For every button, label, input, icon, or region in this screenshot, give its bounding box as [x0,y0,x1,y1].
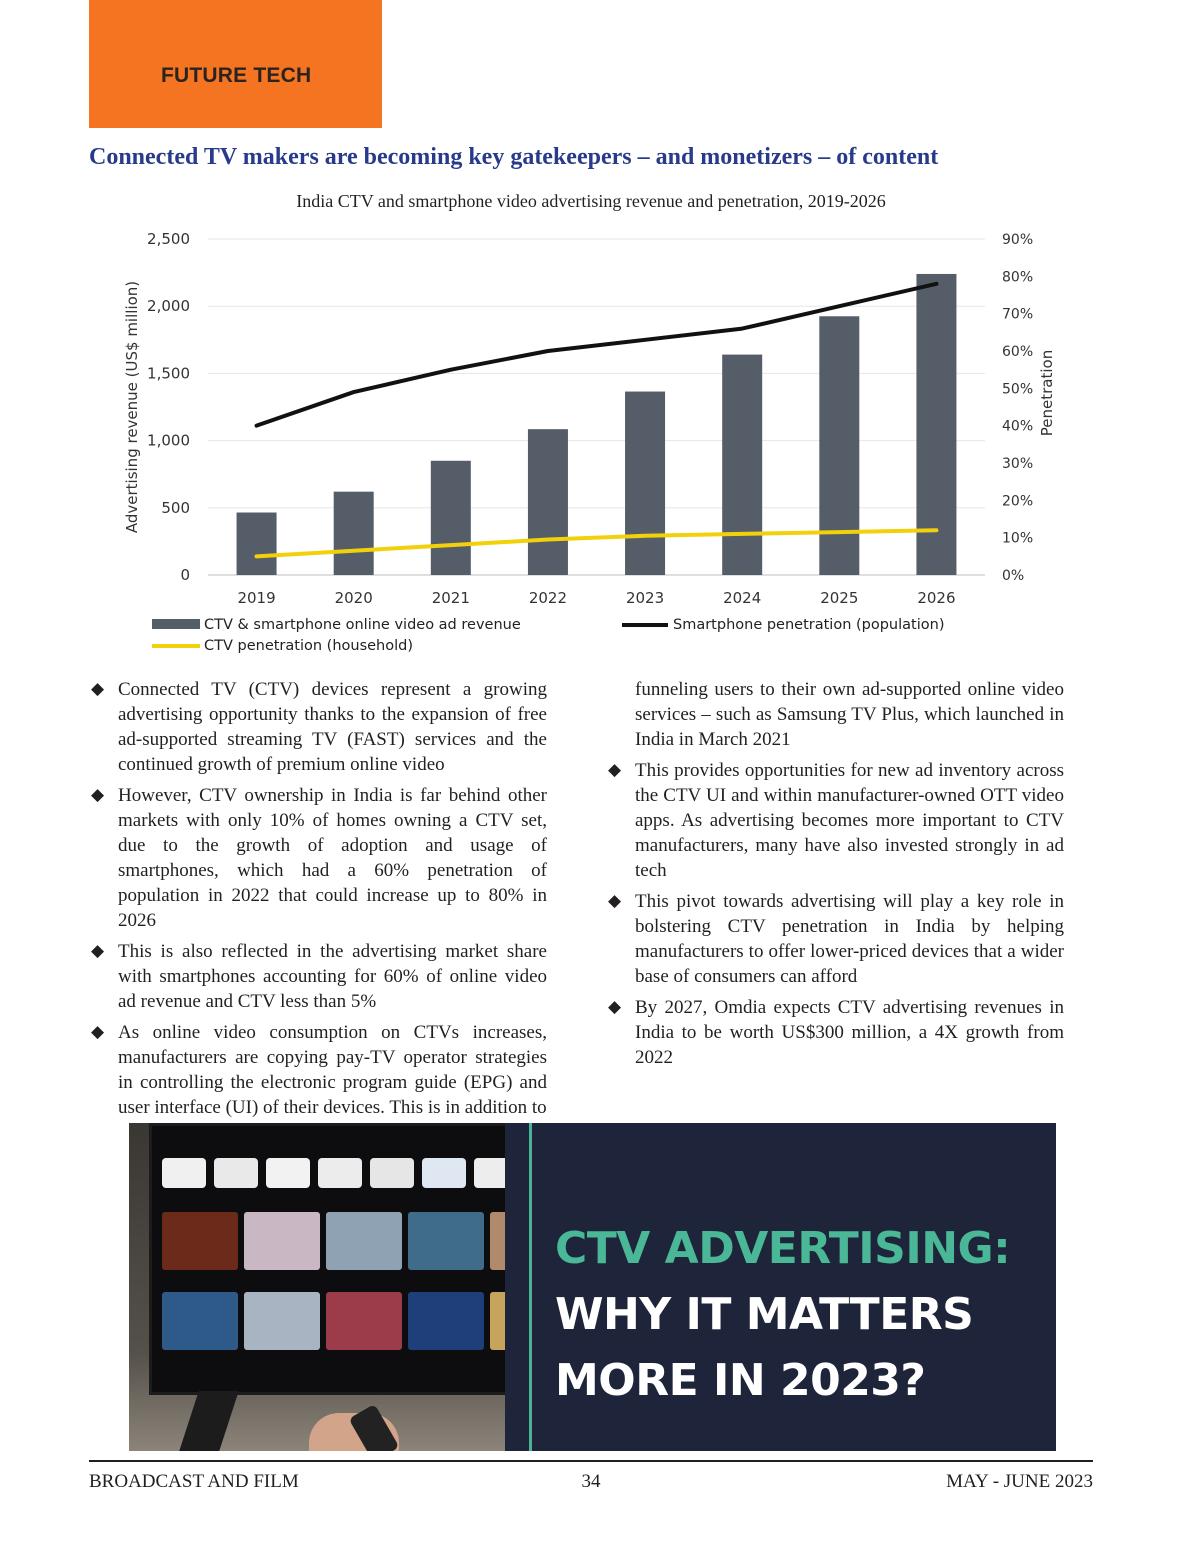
x-tick-label: 2026 [917,589,956,607]
diamond-bullet-icon: ◆ [608,997,622,1017]
y2-tick-label: 40% [1002,418,1034,435]
bullet-item: ◆ However, CTV ownership in India is far behind other markets with only 10% of homes owning a CTV set, due to the growth of adoption and usage of smartphones, which had a 60% penetration of population in 2022 that could increase up to 80% in 2026 [91,785,547,931]
banner-line-3: MORE IN 2023? [555,1355,926,1406]
diamond-bullet-icon: ◆ [91,679,105,699]
headline: Connected TV makers are becoming key gatekeepers – and monetizers – of content [89,144,939,170]
y2-tick-label: 20% [1002,493,1034,510]
diamond-bullet-icon: ◆ [608,760,622,780]
y2-tick-label: 0% [1002,568,1025,584]
x-tick-label: 2021 [431,589,470,607]
x-tick-label: 2023 [625,589,665,607]
banner-line-2: WHY IT MATTERS [555,1289,974,1340]
x-tick-label: 2025 [820,589,859,607]
diamond-bullet-icon: ◆ [91,941,105,961]
y2-tick-label: 50% [1002,381,1034,398]
legend-label: CTV penetration (household) [204,638,413,654]
bullet-item: ◆ This provides opportunities for new ad inventory across the CTV UI and within manufacturer-owned OTT video apps. As advertising becomes more important to CTV manufacturers, many have also invested strongly in ad tech [608,760,1064,881]
bar [722,355,762,575]
section-tab [89,0,382,128]
bar [431,461,471,575]
diamond-bullet-icon: ◆ [91,785,105,805]
app-row [162,1158,518,1188]
bullet-item: ◆ By 2027, Omdia expects CTV advertising revenues in India to be worth US$300 million, a 4X growth from 2022 [608,997,1064,1068]
bullet-item: ◆ As online video consumption on CTVs increases, manufacturers are copying pay-TV operator strategies in controlling the electronic program guide (EPG) and user interface (UI) of their devices. This is in addition to [91,1022,547,1118]
television-screen [149,1123,537,1395]
bullet-item: ◆ Connected TV (CTV) devices represent a growing advertising opportunity thanks to the expansion of free ad-supported streaming TV (FAST) services and the continued growth of premium online video [91,679,547,775]
chart-title: India CTV and smartphone video advertising revenue and penetration, 2019-2026 [296,191,886,211]
y2-tick-label: 60% [1002,344,1034,360]
x-tick-label: 2020 [334,589,373,607]
y-tick-label: 2,000 [147,297,190,316]
legend-swatch [152,619,200,629]
publication-name: BROADCAST AND FILM [89,1471,299,1492]
issue-date: MAY - JUNE 2023 [946,1471,1093,1492]
banner-line-1: CTV ADVERTISING: [555,1223,1011,1274]
bar [237,513,277,575]
y-tick-label: 500 [161,498,190,517]
banner-image [129,1123,1056,1451]
legend-label: Smartphone penetration (population) [673,617,945,633]
y-tick-label: 1,000 [147,431,190,450]
y2-axis-label: Penetration [1038,349,1056,437]
bullet-item: ◆ This pivot towards advertising will play a key role in bolstering CTV penetration in India by helping manufacturers to offer lower-priced devices that a wider base of consumers can afford [608,891,1064,987]
bar [819,316,859,575]
y-tick-label: 0 [180,566,190,584]
x-tick-label: 2019 [237,589,276,607]
y2-tick-label: 80% [1002,269,1034,286]
diamond-bullet-icon: ◆ [608,891,622,911]
y-tick-label: 1,500 [147,364,190,383]
x-tick-label: 2024 [723,589,762,607]
y-axis-label: Advertising revenue (US$ million) [123,280,141,534]
y-tick-label: 2,500 [147,230,190,248]
page-number: 34 [581,1471,601,1492]
tv-stand [179,1391,238,1451]
bullet-item: ◆ This is also reflected in the advertising market share with smartphones accounting for 60% of online video ad revenue and CTV less than 5% [91,941,547,1012]
footer-divider [89,1460,1093,1462]
combo-chart [110,222,1070,662]
bar [625,392,665,575]
right-column [606,677,1064,1076]
y2-tick-label: 30% [1002,456,1034,472]
y2-tick-label: 70% [1002,306,1034,323]
accent-rule [529,1123,532,1451]
legend-label: CTV & smartphone online video ad revenue [204,617,521,633]
bullet-continuation: funneling users to their own ad-supported online video services – such as Samsung TV Plus, which launched in India in March 2021 [635,679,1064,750]
bar [334,492,374,575]
section-label: FUTURE TECH [161,64,312,87]
left-column [89,677,547,1126]
banner-panel [505,1123,1056,1451]
bar [528,429,568,575]
y2-tick-label: 10% [1002,530,1034,547]
diamond-bullet-icon: ◆ [91,1022,105,1042]
y2-tick-label: 90% [1002,232,1034,248]
tv-photo [129,1123,531,1451]
x-tick-label: 2022 [528,589,568,607]
